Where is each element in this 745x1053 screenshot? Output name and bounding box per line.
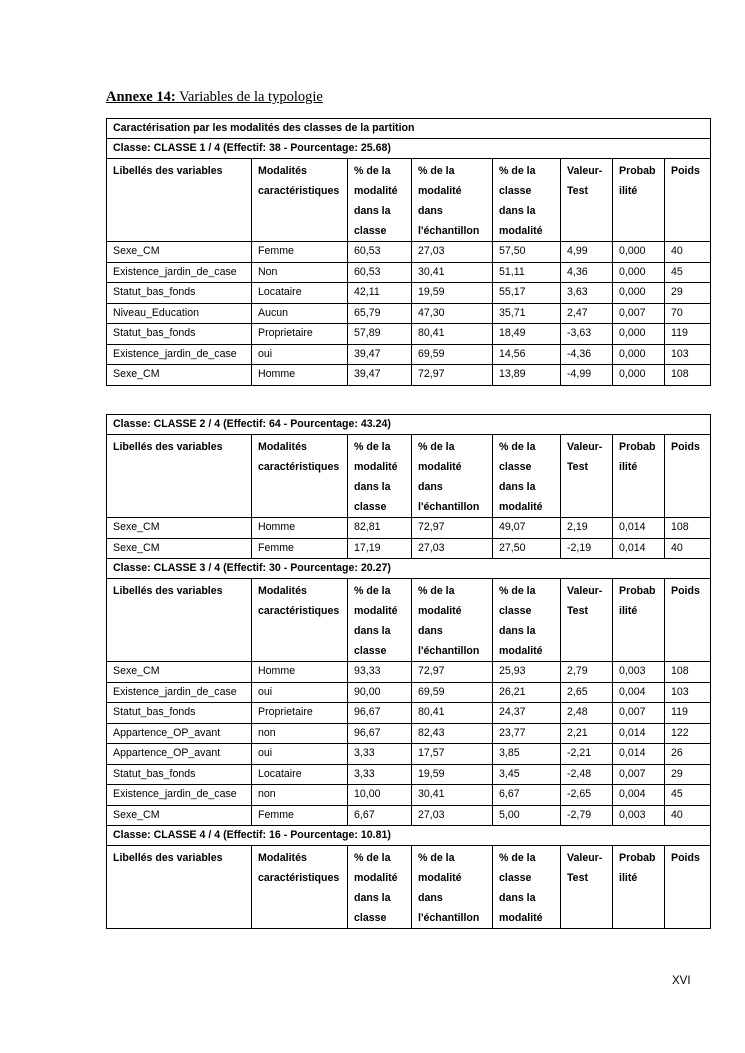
table-cell: Femme [252,538,348,559]
table-cell: -4,36 [561,344,613,365]
table-cell: Non [252,262,348,283]
table-cell: 0,000 [613,242,665,263]
column-header [412,159,493,242]
table-cell: 108 [665,365,711,386]
column-header-text: dans la [354,481,391,493]
table-cell: Locataire [252,764,348,785]
table-cell: 69,59 [412,682,493,703]
column-header [252,435,348,518]
table-row [107,785,711,806]
column-header [613,435,665,518]
class-1-table [106,118,711,386]
table-cell: 26 [665,744,711,765]
table-cell: -4,99 [561,365,613,386]
column-header-text: dans la [499,481,536,493]
column-header-text: dans [418,205,443,217]
table-cell: 0,014 [613,518,665,539]
table-cell: 2,65 [561,682,613,703]
table-cell: 6,67 [493,785,561,806]
table-cell: 18,49 [493,324,561,345]
table-cell: 122 [665,723,711,744]
table-cell: Statut_bas_fonds [107,764,252,785]
column-header-text: classe [354,225,387,237]
table-cell: 3,33 [348,744,412,765]
column-header-text: modalité [499,501,543,513]
table-cell: 40 [665,242,711,263]
table-cell: 2,47 [561,303,613,324]
column-header-text: Valeur- [567,165,603,177]
table-cell: 72,97 [412,365,493,386]
table-cell: Existence_jardin_de_case [107,262,252,283]
table-cell: 72,97 [412,662,493,683]
class-3-title: Classe: CLASSE 3 / 4 (Effectif: 30 - Pourcentage: 20.27) [107,559,711,579]
table-cell: 90,00 [348,682,412,703]
table-row [107,723,711,744]
table-cell: -3,63 [561,324,613,345]
column-header-text: Probab [619,165,656,177]
table-cell: Sexe_CM [107,538,252,559]
table-cell: 119 [665,703,711,724]
table-cell: 19,59 [412,764,493,785]
table-cell: 51,11 [493,262,561,283]
column-header [561,846,613,929]
table-cell: 0,007 [613,303,665,324]
column-header-text: caractéristiques [258,605,340,617]
column-header-text: Test [567,605,588,617]
column-header [561,159,613,242]
column-header-text: modalité [499,225,543,237]
column-header-text: classe [354,501,387,513]
column-header-text: modalité [418,605,462,617]
column-header-text: % de la [354,165,391,177]
column-header [665,846,711,929]
table-cell: 3,85 [493,744,561,765]
column-header-text: modalité [354,872,398,884]
table-cell: 4,36 [561,262,613,283]
column-header-text: Valeur- [567,585,603,597]
column-header-text: Test [567,872,588,884]
table-cell: -2,19 [561,538,613,559]
table-cell: 60,53 [348,262,412,283]
column-header-text: modalité [499,912,543,924]
table-cell: 24,37 [493,703,561,724]
table-cell: 27,03 [412,242,493,263]
column-header-text: % de la [418,165,455,177]
column-header-text: l'échantillon [418,912,480,924]
table-cell: 27,03 [412,805,493,826]
table-cell: Existence_jardin_de_case [107,682,252,703]
table-cell: Statut_bas_fonds [107,324,252,345]
table-cell: 3,33 [348,764,412,785]
table-cell: 29 [665,283,711,304]
table-cell: 49,07 [493,518,561,539]
table-cell: 0,003 [613,662,665,683]
table-cell: oui [252,744,348,765]
table-cell: Aucun [252,303,348,324]
column-header [348,579,412,662]
table-cell: 82,81 [348,518,412,539]
column-header [107,579,252,662]
column-header [493,159,561,242]
table-row [107,538,711,559]
column-header-text: Test [567,185,588,197]
column-header [665,435,711,518]
class-1-title: Classe: CLASSE 1 / 4 (Effectif: 38 - Pourcentage: 25.68) [107,139,711,159]
column-header-text: modalité [354,461,398,473]
column-header-text: % de la [499,852,536,864]
column-header [613,159,665,242]
table-cell: 0,004 [613,682,665,703]
annex-label: Annexe 14: [106,89,176,105]
table-cell: 45 [665,785,711,806]
table-cell: 13,89 [493,365,561,386]
column-header-text: % de la [418,441,455,453]
table-cell: 103 [665,682,711,703]
table-cell: 39,47 [348,365,412,386]
column-header-text: % de la [418,852,455,864]
table-cell: Homme [252,365,348,386]
column-header-text: dans [418,892,443,904]
table-row [107,344,711,365]
table-cell: -2,48 [561,764,613,785]
table-cell: Sexe_CM [107,365,252,386]
column-header-text: modalité [418,872,462,884]
column-header-text: Libellés des variables [113,852,223,864]
column-header [348,435,412,518]
column-header-text: dans la [354,625,391,637]
table-cell: Homme [252,518,348,539]
table-cell: 0,014 [613,538,665,559]
table-cell: 0,000 [613,262,665,283]
table-cell: Proprietaire [252,324,348,345]
table-cell: 5,00 [493,805,561,826]
table-cell: 108 [665,662,711,683]
table-cell: 65,79 [348,303,412,324]
column-header-text: dans [418,625,443,637]
column-header-text: ilité [619,872,638,884]
column-header-text: % de la [354,441,391,453]
table-cell: 10,00 [348,785,412,806]
page-title [106,89,323,106]
table-cell: 27,50 [493,538,561,559]
column-header-row [107,846,711,929]
column-header [348,159,412,242]
column-header-text: Valeur- [567,852,603,864]
table-caption: Caractérisation par les modalités des classes de la partition [107,119,711,139]
table-cell: 0,003 [613,805,665,826]
column-header [613,579,665,662]
annex-title: Variables de la typologie [179,89,323,105]
table-cell: 119 [665,324,711,345]
table-cell: 26,21 [493,682,561,703]
column-header-text: modalité [418,461,462,473]
table-cell: 0,014 [613,723,665,744]
column-header-text: Poids [671,585,700,597]
column-header-text: classe [499,461,532,473]
table-cell: 0,014 [613,744,665,765]
column-header [561,435,613,518]
table-cell: oui [252,344,348,365]
table-row [107,744,711,765]
column-header-row [107,159,711,242]
column-header-text: Probab [619,585,656,597]
table-row [107,764,711,785]
table-cell: 0,007 [613,764,665,785]
table-cell: 27,03 [412,538,493,559]
table-cell: -2,65 [561,785,613,806]
column-header [252,159,348,242]
table-cell: 19,59 [412,283,493,304]
column-header-text: dans la [499,892,536,904]
class-4-title: Classe: CLASSE 4 / 4 (Effectif: 16 - Pourcentage: 10.81) [107,826,711,846]
table-cell: 47,30 [412,303,493,324]
class-2-title: Classe: CLASSE 2 / 4 (Effectif: 64 - Pourcentage: 43.24) [107,415,711,435]
table-cell: Sexe_CM [107,242,252,263]
table-cell: 39,47 [348,344,412,365]
table-cell: Proprietaire [252,703,348,724]
column-header-text: dans la [499,625,536,637]
table-row [107,662,711,683]
column-header-text: classe [354,645,387,657]
table-cell: 96,67 [348,723,412,744]
column-header [348,846,412,929]
table-cell: 57,89 [348,324,412,345]
table-cell: 70 [665,303,711,324]
column-header-text: dans la [499,205,536,217]
table-cell: 72,97 [412,518,493,539]
table-cell: 0,007 [613,703,665,724]
column-header-text: Poids [671,852,700,864]
column-header-text: % de la [418,585,455,597]
table-cell: 45 [665,262,711,283]
table-row [107,518,711,539]
column-header-text: % de la [499,165,536,177]
column-header-text: caractéristiques [258,872,340,884]
column-header-text: % de la [354,585,391,597]
column-header-text: Libellés des variables [113,165,223,177]
table-cell: 40 [665,538,711,559]
column-header-text: caractéristiques [258,461,340,473]
table-cell: 0,000 [613,324,665,345]
table-cell: 30,41 [412,785,493,806]
table-cell: Niveau_Education [107,303,252,324]
table-row [107,805,711,826]
table-cell: -2,79 [561,805,613,826]
column-header [107,846,252,929]
table-cell: 55,17 [493,283,561,304]
column-header-text: Valeur- [567,441,603,453]
table-cell: 14,56 [493,344,561,365]
table-cell: oui [252,682,348,703]
column-header-text: dans [418,481,443,493]
column-header [412,846,493,929]
column-header [493,435,561,518]
column-header-text: dans la [354,892,391,904]
table-cell: Sexe_CM [107,805,252,826]
column-header-row [107,435,711,518]
column-header [107,435,252,518]
table-cell: 23,77 [493,723,561,744]
column-header-text: ilité [619,461,638,473]
column-header [412,579,493,662]
table-cell: 25,93 [493,662,561,683]
table-cell: 69,59 [412,344,493,365]
column-header-text: Probab [619,441,656,453]
column-header-text: Probab [619,852,656,864]
table-cell: non [252,785,348,806]
column-header-text: Poids [671,165,700,177]
column-header [493,846,561,929]
table-row [107,324,711,345]
table-cell: Existence_jardin_de_case [107,344,252,365]
table-cell: Statut_bas_fonds [107,703,252,724]
column-header [613,846,665,929]
column-header-text: Modalités [258,852,307,864]
table-cell: Homme [252,662,348,683]
table-cell: 103 [665,344,711,365]
table-cell: 17,57 [412,744,493,765]
column-header-text: Libellés des variables [113,441,223,453]
table-cell: 80,41 [412,324,493,345]
table-row [107,682,711,703]
column-header-row [107,579,711,662]
column-header-text: ilité [619,185,638,197]
table-row [107,262,711,283]
column-header-text: Poids [671,441,700,453]
column-header-text: classe [499,872,532,884]
table-cell: Statut_bas_fonds [107,283,252,304]
table-cell: 57,50 [493,242,561,263]
column-header-text: classe [499,605,532,617]
table-cell: 0,000 [613,283,665,304]
column-header [665,579,711,662]
column-header-text: l'échantillon [418,225,480,237]
table-cell: 93,33 [348,662,412,683]
table-cell: 42,11 [348,283,412,304]
table-cell: Locataire [252,283,348,304]
table-cell: Appartence_OP_avant [107,744,252,765]
column-header [107,159,252,242]
table-cell: -2,21 [561,744,613,765]
column-header-text: Modalités [258,441,307,453]
column-header [252,579,348,662]
table-cell: Appartence_OP_avant [107,723,252,744]
table-cell: 0,000 [613,365,665,386]
table-cell: 82,43 [412,723,493,744]
table-cell: 2,48 [561,703,613,724]
table-cell: Existence_jardin_de_case [107,785,252,806]
table-cell: Femme [252,805,348,826]
column-header-text: modalité [354,605,398,617]
column-header-text: Modalités [258,585,307,597]
table-cell: 0,004 [613,785,665,806]
table-cell: 0,000 [613,344,665,365]
column-header-text: l'échantillon [418,645,480,657]
column-header-text: classe [499,185,532,197]
page-number: XVI [672,975,691,987]
table-cell: non [252,723,348,744]
table-cell: 17,19 [348,538,412,559]
column-header-text: modalité [418,185,462,197]
column-header-text: classe [354,912,387,924]
table-cell: Sexe_CM [107,662,252,683]
table-row [107,303,711,324]
classes-2-to-4-table [106,414,711,929]
column-header [252,846,348,929]
column-header [665,159,711,242]
column-header-text: Modalités [258,165,307,177]
table-cell: 108 [665,518,711,539]
table-cell: 35,71 [493,303,561,324]
table-cell: 3,63 [561,283,613,304]
table-cell: 80,41 [412,703,493,724]
column-header-text: ilité [619,605,638,617]
table-cell: 6,67 [348,805,412,826]
table-cell: 96,67 [348,703,412,724]
column-header [493,579,561,662]
column-header-text: caractéristiques [258,185,340,197]
column-header-text: % de la [499,441,536,453]
column-header [561,579,613,662]
column-header-text: Test [567,461,588,473]
table-cell: 2,19 [561,518,613,539]
table-cell: 2,21 [561,723,613,744]
column-header-text: modalité [499,645,543,657]
table-row [107,703,711,724]
table-cell: Femme [252,242,348,263]
table-cell: 4,99 [561,242,613,263]
table-cell: 3,45 [493,764,561,785]
table-row [107,242,711,263]
table-cell: 30,41 [412,262,493,283]
column-header-text: % de la [354,852,391,864]
table-cell: 60,53 [348,242,412,263]
column-header-text: Libellés des variables [113,585,223,597]
column-header-text: l'échantillon [418,501,480,513]
table-cell: Sexe_CM [107,518,252,539]
column-header-text: % de la [499,585,536,597]
table-cell: 29 [665,764,711,785]
table-cell: 40 [665,805,711,826]
column-header-text: modalité [354,185,398,197]
table-row [107,283,711,304]
table-row [107,365,711,386]
column-header [412,435,493,518]
table-cell: 2,79 [561,662,613,683]
column-header-text: dans la [354,205,391,217]
